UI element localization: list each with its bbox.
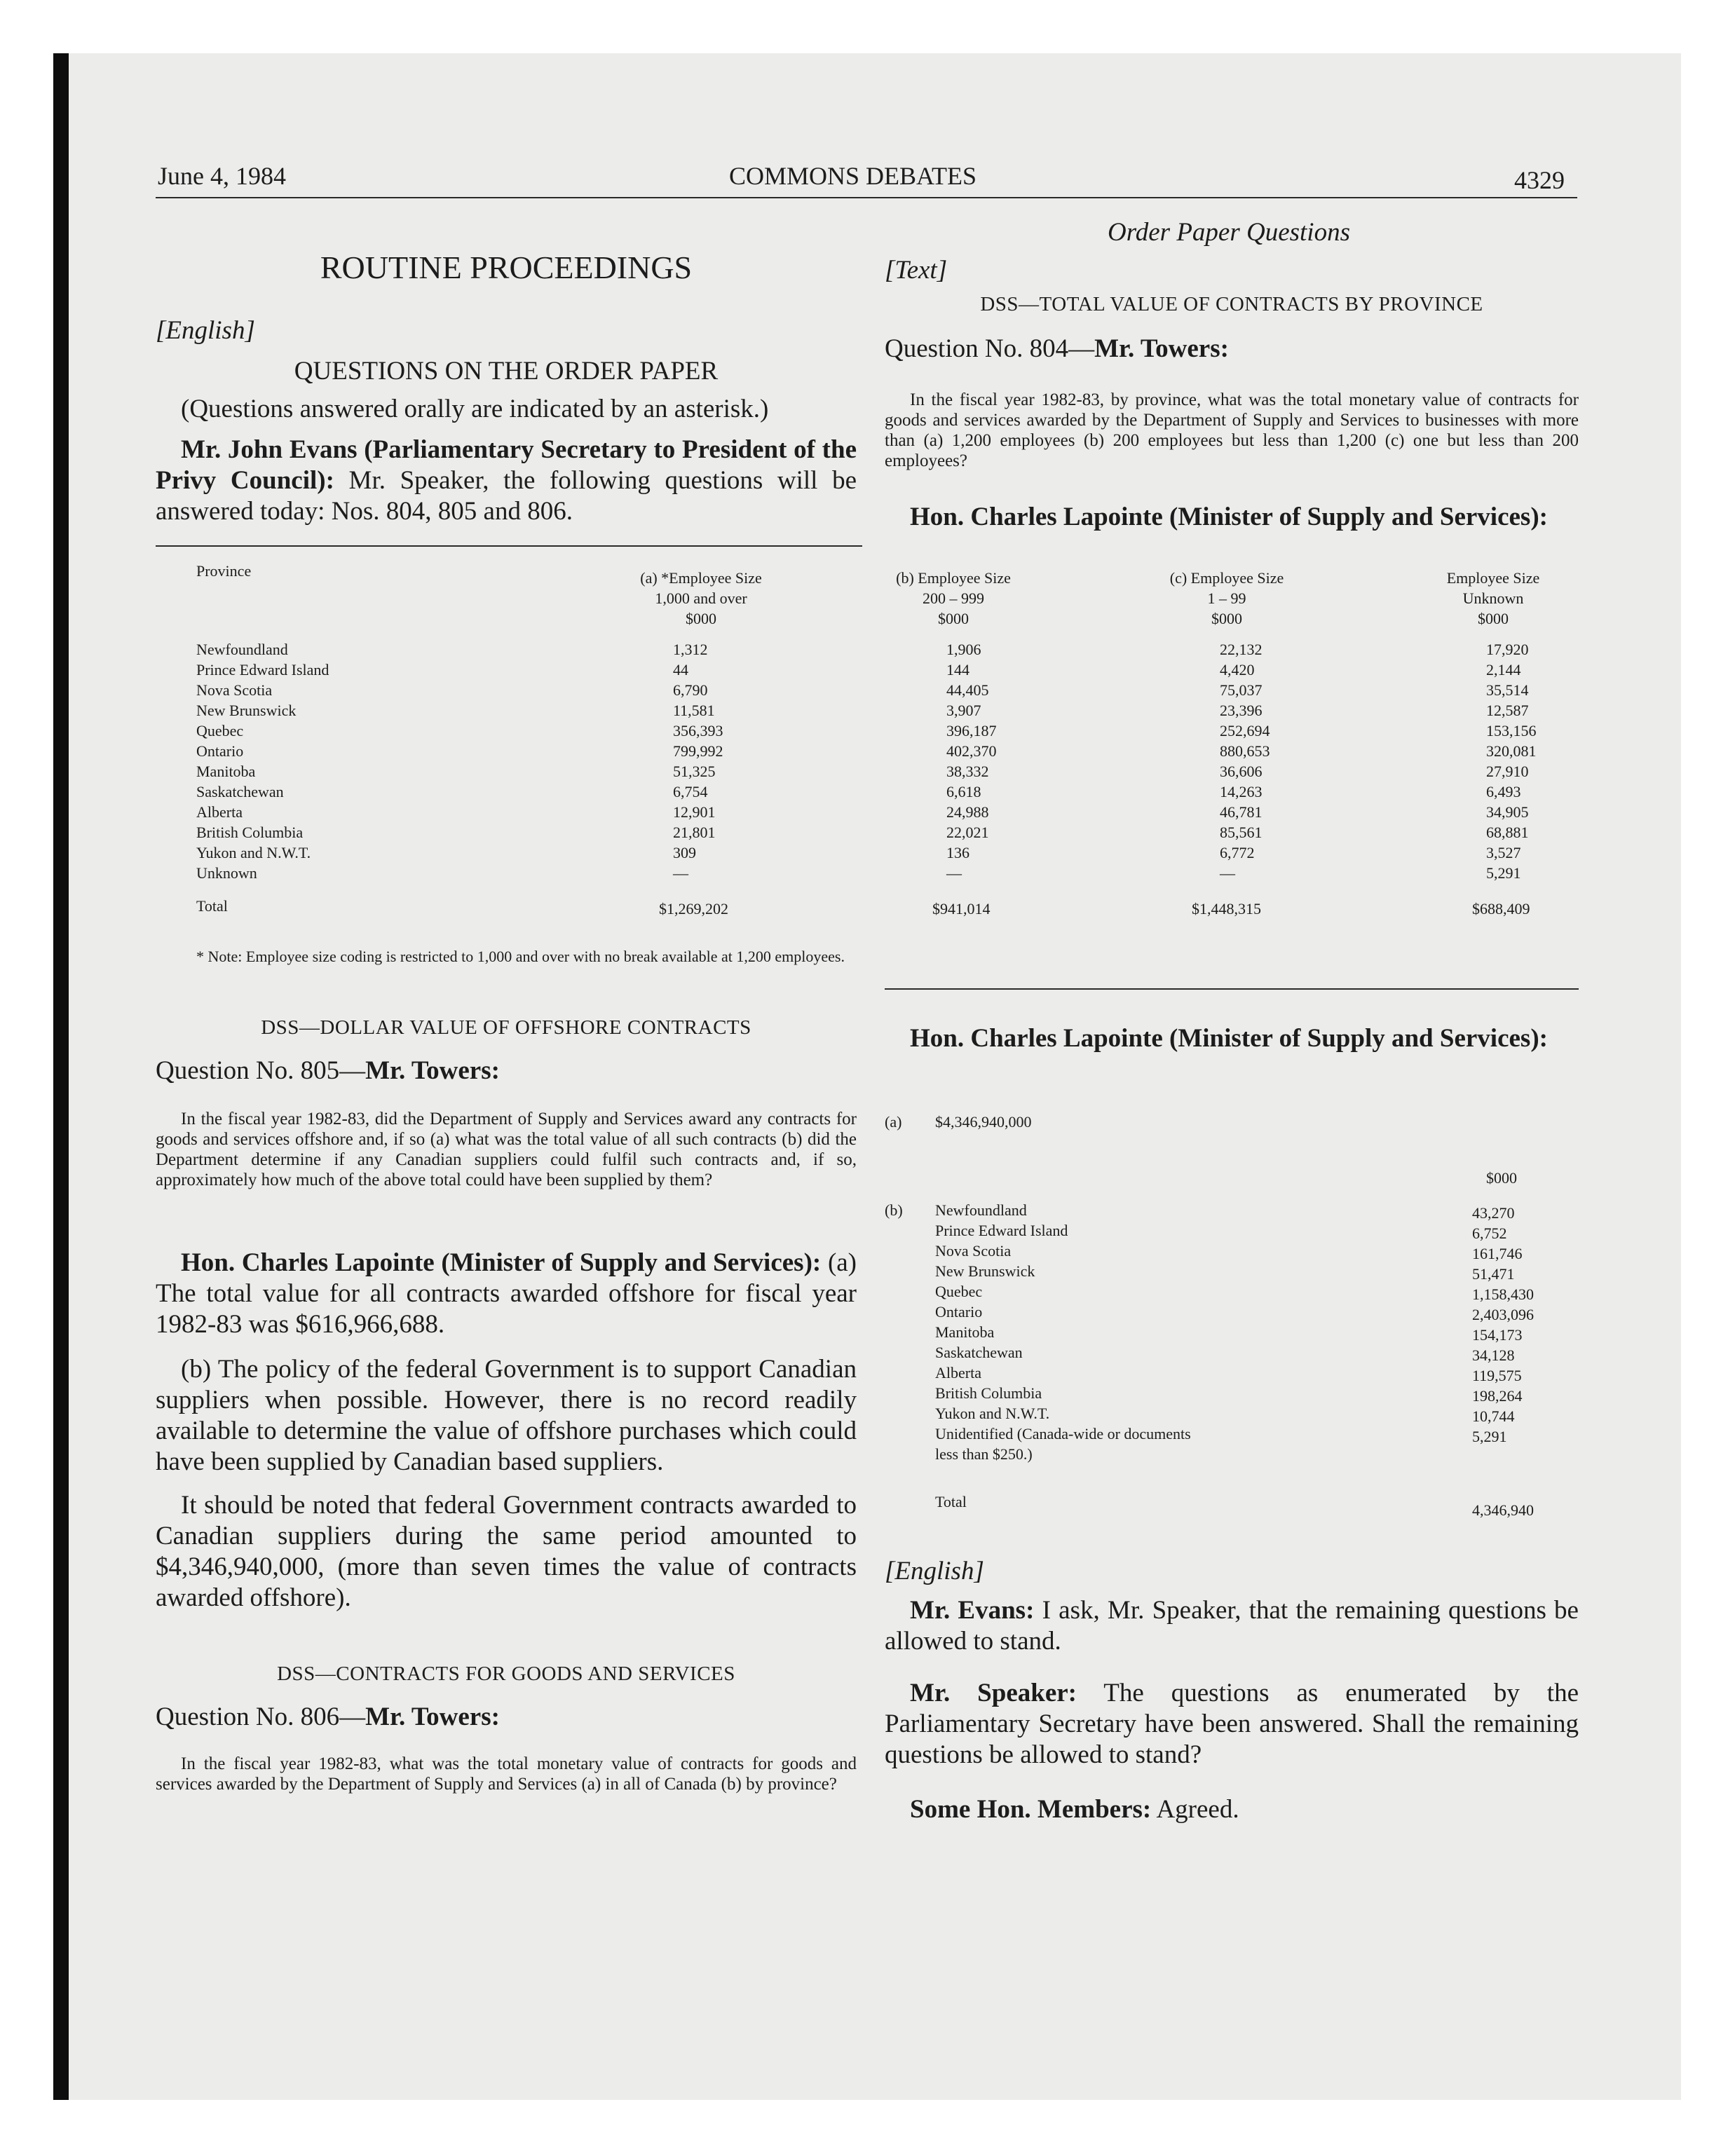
q806-total-value: 4,346,940 bbox=[1472, 1501, 1534, 1519]
table-cell: 3,907 bbox=[946, 702, 981, 719]
table-cell: 44 bbox=[673, 661, 688, 678]
table-row-label: Ontario bbox=[196, 742, 244, 760]
list-item: Saskatchewan bbox=[935, 1344, 1023, 1361]
table-cell: 2,144 bbox=[1486, 661, 1521, 678]
lang-english-1: [English] bbox=[156, 316, 255, 345]
speaker-name: Mr. Speaker: bbox=[910, 1679, 1077, 1707]
table-cell: 22,132 bbox=[1220, 641, 1263, 658]
speaker-statement bbox=[885, 1678, 1579, 1770]
q804-text: In the fiscal year 1982-83, by province, what was the total monetary value of contracts for goods and services awarded by the Department of Supply and Services to businesses with more than (a) 1,200 employees (b) 200 employees but less than 1,200 (c) one but less than 200 employees? bbox=[885, 390, 1579, 470]
col-d-values bbox=[1486, 639, 1570, 883]
table-row-label: New Brunswick bbox=[196, 702, 297, 719]
list-value: 10,744 bbox=[1472, 1407, 1515, 1425]
list-value: 34,128 bbox=[1472, 1346, 1515, 1364]
province-column bbox=[196, 639, 329, 883]
table-cell: 44,405 bbox=[946, 681, 989, 699]
table-row-label: Prince Edward Island bbox=[196, 661, 329, 678]
members-speaker: Some Hon. Members: bbox=[910, 1795, 1152, 1824]
table-cell: 27,910 bbox=[1486, 763, 1529, 780]
table-cell: 51,325 bbox=[673, 763, 716, 780]
table-row-label: Unknown bbox=[196, 864, 257, 882]
table-cell: 144 bbox=[946, 661, 969, 678]
q804-asker: Mr. Towers: bbox=[1094, 334, 1229, 363]
table-cell: 68,881 bbox=[1486, 824, 1529, 841]
q806-text: In the fiscal year 1982-83, what was the total monetary value of contracts for goods and services awarded by the Department of Supply and Services (a) in all of Canada (b) by province? bbox=[156, 1754, 857, 1794]
col-a-values bbox=[673, 639, 761, 883]
col-c-header: (c) Employee Size 1 – 99 $000 bbox=[1169, 569, 1284, 627]
list-item: Nova Scotia bbox=[935, 1242, 1012, 1260]
q806-province-column bbox=[935, 1200, 1191, 1464]
table-cell: 3,527 bbox=[1486, 844, 1521, 861]
list-item: Prince Edward Island bbox=[935, 1222, 1068, 1239]
q806-total-label: Total bbox=[935, 1493, 967, 1510]
q806-value-column bbox=[1472, 1203, 1570, 1447]
table-cell: 38,332 bbox=[946, 763, 989, 780]
table-cell: 153,156 bbox=[1486, 722, 1537, 739]
table-cell: 136 bbox=[946, 844, 969, 861]
members-response bbox=[910, 1794, 1239, 1825]
table-cell: 17,920 bbox=[1486, 641, 1529, 658]
list-item: Yukon and N.W.T. bbox=[935, 1405, 1050, 1422]
list-item: Newfoundland bbox=[935, 1201, 1027, 1219]
list-item: British Columbia bbox=[935, 1384, 1042, 1402]
q806-unit: $000 bbox=[1486, 1169, 1517, 1187]
list-value: 5,291 bbox=[1472, 1428, 1507, 1445]
table-row-label: British Columbia bbox=[196, 824, 304, 841]
table-cell: 880,653 bbox=[1220, 742, 1270, 760]
q805-answer-b: (b) The policy of the federal Government is to support Canadian suppliers when possible. However, there is no record readily available to determine the value of offshore purchases which could have been supplied by Canadian based suppliers. bbox=[156, 1355, 857, 1476]
q805-text: In the fiscal year 1982-83, did the Department of Supply and Services award any contracts for goods and services offshore and, if so (a) what was the total value of all such contracts (b) did the Department determine if any Canadian suppliers could fulfil such contracts and, if so, approximately how much of the above total could have been supplied by them? bbox=[156, 1110, 857, 1189]
col-d-header: Employee Size Unknown $000 bbox=[1446, 569, 1540, 627]
table-row-label: Yukon and N.W.T. bbox=[196, 844, 311, 861]
table-cell: 36,606 bbox=[1220, 763, 1263, 780]
list-value: 2,403,096 bbox=[1472, 1306, 1534, 1323]
list-value: 161,746 bbox=[1472, 1245, 1523, 1262]
q804-heading: DSS—TOTAL VALUE OF CONTRACTS BY PROVINCE bbox=[980, 293, 1483, 315]
table-row-label: Alberta bbox=[196, 803, 243, 821]
q805-answer-a-text: (a) The total value for all contracts awarded offshore for fiscal year 1982-83 was $616,966,688. bbox=[156, 1248, 857, 1339]
q805-answer-a bbox=[156, 1248, 857, 1340]
q806-b-label: (b) bbox=[885, 1201, 903, 1219]
right-rule bbox=[885, 988, 1579, 990]
q806-a-label: (a) bbox=[885, 1113, 902, 1131]
list-item: Unidentified (Canada-wide or documents bbox=[935, 1425, 1191, 1442]
q806-title bbox=[156, 1702, 500, 1733]
page-number: 4329 bbox=[1514, 166, 1565, 194]
table-cell: 22,021 bbox=[946, 824, 989, 841]
header-date: June 4, 1984 bbox=[158, 162, 286, 190]
col-b-header: (b) Employee Size 200 – 999 $000 bbox=[896, 569, 1011, 627]
q806-heading: DSS—CONTRACTS FOR GOODS AND SERVICES bbox=[277, 1663, 735, 1685]
list-item: Quebec bbox=[935, 1283, 983, 1300]
total-c: $1,448,315 bbox=[1192, 900, 1261, 917]
table-cell: — bbox=[673, 864, 688, 882]
list-value: 198,264 bbox=[1472, 1387, 1523, 1405]
table-row-label: Quebec bbox=[196, 722, 244, 739]
q806-a-value: $4,346,940,000 bbox=[935, 1113, 1032, 1131]
table-cell: 24,988 bbox=[946, 803, 989, 821]
table-cell: 1,906 bbox=[946, 641, 981, 658]
table-cell: 6,618 bbox=[946, 783, 981, 800]
q804-answerer: Hon. Charles Lapointe (Minister of Supply and Services): bbox=[910, 503, 1548, 531]
scan-edge bbox=[53, 53, 69, 2100]
speaker-text: The questions as enumerated by the Parliamentary Secretary have been answered. Shall the remaining questions be allowed to stand? bbox=[885, 1679, 1579, 1769]
table-cell: 23,396 bbox=[1220, 702, 1263, 719]
list-value: 6,752 bbox=[1472, 1224, 1507, 1242]
evans-request-text: I ask, Mr. Speaker, that the remaining questions be allowed to stand. bbox=[885, 1596, 1579, 1656]
list-item: less than $250.) bbox=[935, 1445, 1033, 1463]
q804-label: Question No. 804— bbox=[885, 334, 1095, 363]
list-item: New Brunswick bbox=[935, 1262, 1035, 1280]
table-row-label: Newfoundland bbox=[196, 641, 288, 658]
header-publication: COMMONS DEBATES bbox=[729, 162, 977, 190]
table-cell: 4,420 bbox=[1220, 661, 1255, 678]
header-rule bbox=[156, 197, 1577, 198]
table-cell: 1,312 bbox=[673, 641, 708, 658]
list-item: Manitoba bbox=[935, 1323, 995, 1341]
table-cell: 356,393 bbox=[673, 722, 723, 739]
table-cell: 75,037 bbox=[1220, 681, 1263, 699]
lang-english-2: [English] bbox=[885, 1557, 984, 1585]
asterisk-note: (Questions answered orally are indicated by an asterisk.) bbox=[181, 395, 769, 423]
total-d: $688,409 bbox=[1472, 900, 1530, 917]
total-a: $1,269,202 bbox=[659, 900, 728, 917]
table-row-label: Manitoba bbox=[196, 763, 256, 780]
list-value: 154,173 bbox=[1472, 1326, 1523, 1344]
members-text: Agreed. bbox=[1151, 1795, 1239, 1824]
q805-answerer: Hon. Charles Lapointe (Minister of Supply and Services): bbox=[181, 1248, 822, 1277]
table-cell: 12,587 bbox=[1486, 702, 1529, 719]
table-cell: 396,187 bbox=[946, 722, 997, 739]
table-cell: 14,263 bbox=[1220, 783, 1263, 800]
table-cell: 6,754 bbox=[673, 783, 708, 800]
table-cell: 6,493 bbox=[1486, 783, 1521, 800]
q805-label: Question No. 805— bbox=[156, 1056, 366, 1085]
list-value: 51,471 bbox=[1472, 1265, 1515, 1283]
q805-title bbox=[156, 1056, 500, 1086]
evans-request-speaker: Mr. Evans: bbox=[910, 1596, 1035, 1625]
list-value: 1,158,430 bbox=[1472, 1285, 1534, 1303]
q805-answer-c: It should be noted that federal Government contracts awarded to Canadian suppliers during the same period amounted to $4,346,940,000, (more than seven times the value of contracts awarded offshore). bbox=[156, 1491, 857, 1612]
left-rule bbox=[156, 545, 862, 547]
col-a-header: (a) *Employee Size 1,000 and over $000 bbox=[640, 569, 762, 627]
list-item: Ontario bbox=[935, 1303, 983, 1321]
evans-statement bbox=[156, 435, 857, 527]
province-header: Province bbox=[196, 562, 252, 580]
order-paper-heading: Order Paper Questions bbox=[1108, 218, 1350, 247]
q804-title bbox=[885, 334, 1229, 364]
table-row-label: Nova Scotia bbox=[196, 681, 273, 699]
evans-request bbox=[885, 1595, 1579, 1657]
section-title: ROUTINE PROCEEDINGS bbox=[320, 250, 693, 285]
table-cell: 85,561 bbox=[1220, 824, 1263, 841]
table-cell: 46,781 bbox=[1220, 803, 1263, 821]
q806-asker: Mr. Towers: bbox=[365, 1703, 500, 1731]
q805-asker: Mr. Towers: bbox=[365, 1056, 500, 1085]
evans-text: Mr. Speaker, the following questions will be answered today: Nos. 804, 805 and 806. bbox=[156, 466, 857, 526]
q806-label: Question No. 806— bbox=[156, 1703, 366, 1731]
table-cell: 799,992 bbox=[673, 742, 723, 760]
table-cell: — bbox=[946, 864, 962, 882]
table-cell: 12,901 bbox=[673, 803, 716, 821]
col-b-values bbox=[946, 639, 1027, 883]
table-cell: 252,694 bbox=[1220, 722, 1270, 739]
evans-speaker: Mr. John Evans (Parliamentary Secretary to President of the Privy Council): bbox=[156, 435, 857, 495]
table-cell: 6,790 bbox=[673, 681, 708, 699]
lang-text: [Text] bbox=[885, 256, 948, 285]
table-cell: 21,801 bbox=[673, 824, 716, 841]
table-cell: 34,905 bbox=[1486, 803, 1529, 821]
list-value: 43,270 bbox=[1472, 1204, 1515, 1222]
table-cell: 6,772 bbox=[1220, 844, 1255, 861]
table-cell: 402,370 bbox=[946, 742, 997, 760]
table-row-label: Saskatchewan bbox=[196, 783, 284, 800]
table-cell: 309 bbox=[673, 844, 696, 861]
table-cell: 35,514 bbox=[1486, 681, 1529, 699]
subsection-title: QUESTIONS ON THE ORDER PAPER bbox=[294, 357, 719, 386]
list-item: Alberta bbox=[935, 1364, 981, 1381]
total-b: $941,014 bbox=[932, 900, 991, 917]
table-cell: — bbox=[1220, 864, 1235, 882]
col-c-values bbox=[1220, 639, 1304, 883]
list-value: 119,575 bbox=[1472, 1367, 1522, 1384]
table-cell: 5,291 bbox=[1486, 864, 1521, 882]
table-cell: 11,581 bbox=[673, 702, 715, 719]
q806-answerer: Hon. Charles Lapointe (Minister of Supply and Services): bbox=[910, 1024, 1548, 1053]
table-cell: 320,081 bbox=[1486, 742, 1537, 760]
table-note: * Note: Employee size coding is restricted to 1,000 and over with no break available at 1,200 employees. bbox=[196, 948, 845, 965]
q805-heading: DSS—DOLLAR VALUE OF OFFSHORE CONTRACTS bbox=[261, 1016, 751, 1039]
total-label: Total bbox=[196, 897, 228, 915]
